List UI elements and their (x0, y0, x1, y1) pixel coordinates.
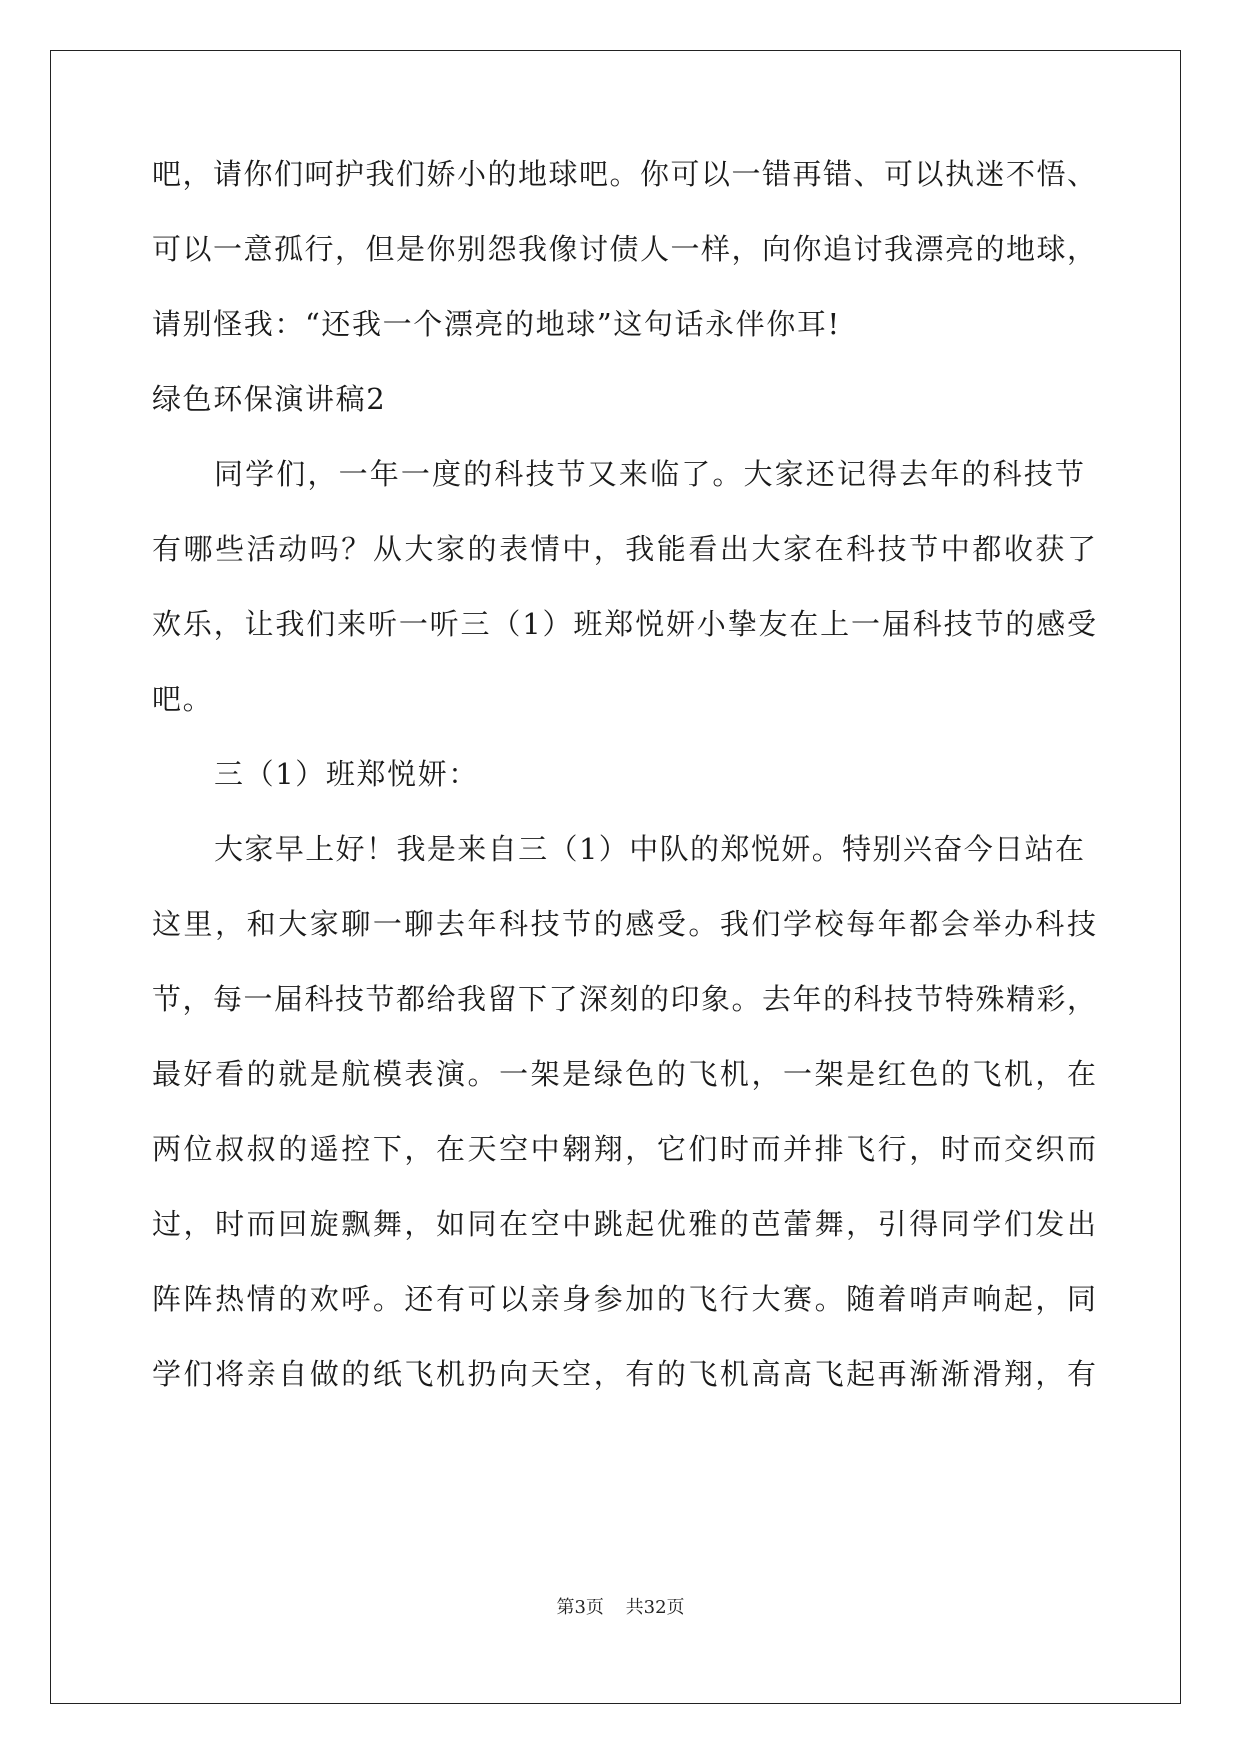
paragraph-line: 可以一意孤行，但是你别怨我像讨债人一样，向你追讨我漂亮的地球， (152, 232, 1096, 266)
speaker-label: 三（1）班郑悦妍： (214, 757, 479, 791)
paragraph-line: 这里，和大家聊一聊去年科技节的感受。我们学校每年都会举办科技 (152, 907, 1096, 941)
paragraph-line: 请别怪我：“还我一个漂亮的地球”这句话永伴你耳! (152, 307, 841, 341)
page-number: 第3页 (556, 1597, 604, 1618)
paragraph-line: 阵阵热情的欢呼。还有可以亲身参加的飞行大赛。随着哨声响起，同 (152, 1282, 1096, 1316)
paragraph-line: 吧，请你们呵护我们娇小的地球吧。你可以一错再错、可以执迷不悟、 (152, 157, 1096, 191)
paragraph-line: 节，每一届科技节都给我留下了深刻的印象。去年的科技节特殊精彩， (152, 982, 1096, 1016)
section-heading: 绿色环保演讲稿2 (152, 382, 387, 416)
paragraph-line: 学们将亲自做的纸飞机扔向天空，有的飞机高高飞起再渐渐滑翔，有 (152, 1357, 1096, 1391)
paragraph-line: 吧。 (152, 682, 214, 716)
page-border (50, 50, 1181, 1704)
paragraph-line: 同学们，一年一度的科技节又来临了。大家还记得去年的科技节 (214, 457, 1084, 491)
page-footer (0, 1596, 1241, 1620)
paragraph-line: 两位叔叔的遥控下，在天空中翱翔，它们时而并排飞行，时而交织而 (152, 1132, 1096, 1166)
paragraph-line: 欢乐，让我们来听一听三（1）班郑悦妍小挚友在上一届科技节的感受 (152, 607, 1096, 641)
paragraph-line: 有哪些活动吗？从大家的表情中，我能看出大家在科技节中都收获了 (152, 532, 1096, 566)
paragraph-line: 大家早上好！我是来自三（1）中队的郑悦妍。特别兴奋今日站在 (214, 832, 1084, 866)
paragraph-line: 过，时而回旋飘舞，如同在空中跳起优雅的芭蕾舞，引得同学们发出 (152, 1207, 1096, 1241)
page-total: 共32页 (625, 1597, 685, 1618)
paragraph-line: 最好看的就是航模表演。一架是绿色的飞机，一架是红色的飞机，在 (152, 1057, 1096, 1091)
